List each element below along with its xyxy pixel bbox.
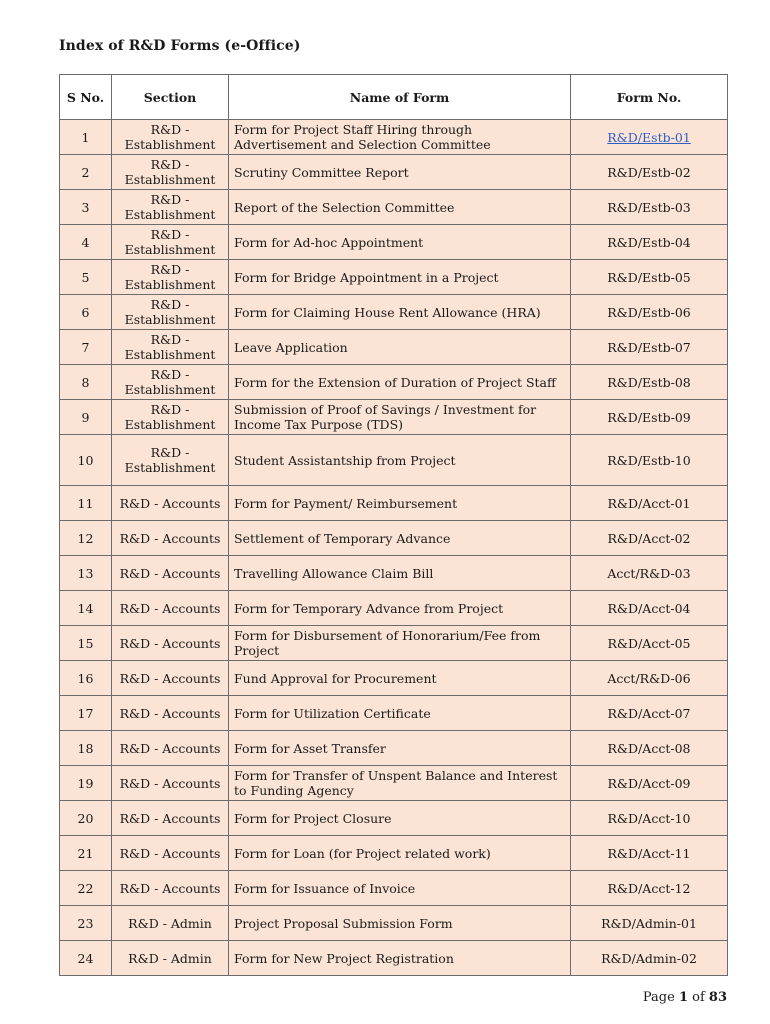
- cell-section: R&D - Establishment: [112, 120, 229, 155]
- cell-form-no: R&D/Estb-10: [571, 435, 728, 486]
- cell-form-no: R&D/Estb-06: [571, 295, 728, 330]
- cell-form-no: [571, 120, 728, 155]
- cell-form-name: Form for Project Closure: [229, 801, 571, 836]
- header-sno: S No.: [60, 75, 112, 120]
- cell-sno: 5: [60, 260, 112, 295]
- cell-section: R&D - Accounts: [112, 836, 229, 871]
- cell-form-no: R&D/Acct-04: [571, 591, 728, 626]
- cell-section: R&D - Accounts: [112, 591, 229, 626]
- cell-sno: 14: [60, 591, 112, 626]
- cell-section: R&D - Admin: [112, 906, 229, 941]
- cell-sno: 2: [60, 155, 112, 190]
- page-current: 1: [678, 990, 688, 1005]
- cell-form-no: R&D/Acct-01: [571, 486, 728, 521]
- cell-form-name: Settlement of Temporary Advance: [229, 521, 571, 556]
- cell-form-name: Project Proposal Submission Form: [229, 906, 571, 941]
- cell-form-no: R&D/Acct-11: [571, 836, 728, 871]
- cell-form-no: R&D/Estb-09: [571, 400, 728, 435]
- cell-form-name: Form for Temporary Advance from Project: [229, 591, 571, 626]
- cell-sno: 8: [60, 365, 112, 400]
- cell-sno: 23: [60, 906, 112, 941]
- table-row: [60, 696, 728, 731]
- table-row: [60, 400, 728, 435]
- cell-section: R&D - Establishment: [112, 435, 229, 486]
- forms-index-table: [59, 74, 728, 976]
- cell-sno: 6: [60, 295, 112, 330]
- table-row: [60, 435, 728, 486]
- cell-form-no: R&D/Acct-09: [571, 766, 728, 801]
- table-row: [60, 836, 728, 871]
- cell-sno: 3: [60, 190, 112, 225]
- cell-form-name: Form for Bridge Appointment in a Project: [229, 260, 571, 295]
- table-row: [60, 591, 728, 626]
- table-row: [60, 295, 728, 330]
- form-no-link[interactable]: R&D/Estb-01: [607, 129, 691, 145]
- cell-form-name: Student Assistantship from Project: [229, 435, 571, 486]
- cell-sno: 7: [60, 330, 112, 365]
- cell-sno: 20: [60, 801, 112, 836]
- cell-form-name: Form for Loan (for Project related work): [229, 836, 571, 871]
- cell-section: R&D - Accounts: [112, 486, 229, 521]
- cell-form-name: Form for Ad-hoc Appointment: [229, 225, 571, 260]
- table-row: [60, 731, 728, 766]
- cell-form-name: Form for New Project Registration: [229, 941, 571, 976]
- cell-section: R&D - Accounts: [112, 556, 229, 591]
- cell-section: R&D - Establishment: [112, 365, 229, 400]
- table-row: [60, 486, 728, 521]
- table-row: [60, 225, 728, 260]
- table-row: [60, 190, 728, 225]
- table-row: [60, 365, 728, 400]
- cell-section: R&D - Accounts: [112, 731, 229, 766]
- cell-section: R&D - Establishment: [112, 295, 229, 330]
- table-row: [60, 661, 728, 696]
- header-section: Section: [112, 75, 229, 120]
- cell-section: R&D - Establishment: [112, 155, 229, 190]
- cell-sno: 16: [60, 661, 112, 696]
- cell-sno: 24: [60, 941, 112, 976]
- table-row: [60, 626, 728, 661]
- of-label: of: [692, 990, 705, 1005]
- cell-form-name: Form for Payment/ Reimbursement: [229, 486, 571, 521]
- cell-sno: 22: [60, 871, 112, 906]
- cell-form-no: R&D/Acct-10: [571, 801, 728, 836]
- cell-form-no: Acct/R&D-03: [571, 556, 728, 591]
- cell-sno: 10: [60, 435, 112, 486]
- cell-form-name: Travelling Allowance Claim Bill: [229, 556, 571, 591]
- cell-section: R&D - Accounts: [112, 871, 229, 906]
- table-row: [60, 521, 728, 556]
- cell-form-no: R&D/Estb-05: [571, 260, 728, 295]
- cell-form-name: Form for Asset Transfer: [229, 731, 571, 766]
- cell-form-no: R&D/Acct-02: [571, 521, 728, 556]
- cell-section: R&D - Establishment: [112, 190, 229, 225]
- cell-form-name: Fund Approval for Procurement: [229, 661, 571, 696]
- cell-sno: 11: [60, 486, 112, 521]
- table-row: [60, 120, 728, 155]
- cell-form-no: R&D/Acct-12: [571, 871, 728, 906]
- cell-form-no: R&D/Estb-07: [571, 330, 728, 365]
- cell-form-name: Form for Issuance of Invoice: [229, 871, 571, 906]
- cell-form-name: Form for the Extension of Duration of Project Staff: [229, 365, 571, 400]
- cell-form-name: Form for Project Staff Hiring through Advertisement and Selection Committee: [229, 120, 571, 155]
- table-row: [60, 906, 728, 941]
- cell-section: R&D - Accounts: [112, 521, 229, 556]
- cell-section: R&D - Accounts: [112, 626, 229, 661]
- cell-form-no: R&D/Admin-01: [571, 906, 728, 941]
- cell-section: R&D - Establishment: [112, 225, 229, 260]
- cell-form-no: R&D/Estb-08: [571, 365, 728, 400]
- cell-form-no: R&D/Estb-03: [571, 190, 728, 225]
- cell-sno: 19: [60, 766, 112, 801]
- cell-form-name: Form for Transfer of Unspent Balance and Interest to Funding Agency: [229, 766, 571, 801]
- cell-form-name: Scrutiny Committee Report: [229, 155, 571, 190]
- table-row: [60, 941, 728, 976]
- cell-section: R&D - Establishment: [112, 400, 229, 435]
- table-row: [60, 801, 728, 836]
- table-row: [60, 871, 728, 906]
- cell-form-no: R&D/Acct-07: [571, 696, 728, 731]
- header-form-no: Form No.: [571, 75, 728, 120]
- cell-form-name: Form for Disbursement of Honorarium/Fee from Project: [229, 626, 571, 661]
- cell-sno: 9: [60, 400, 112, 435]
- cell-form-no: R&D/Admin-02: [571, 941, 728, 976]
- table-row: [60, 766, 728, 801]
- cell-section: R&D - Accounts: [112, 766, 229, 801]
- header-form-name: Name of Form: [229, 75, 571, 120]
- cell-form-no: R&D/Acct-05: [571, 626, 728, 661]
- cell-form-name: Form for Claiming House Rent Allowance (HRA): [229, 295, 571, 330]
- cell-form-no: R&D/Estb-02: [571, 155, 728, 190]
- cell-sno: 13: [60, 556, 112, 591]
- page-label: Page: [642, 990, 675, 1005]
- cell-form-no: Acct/R&D-06: [571, 661, 728, 696]
- cell-section: R&D - Establishment: [112, 330, 229, 365]
- cell-sno: 4: [60, 225, 112, 260]
- cell-form-name: Submission of Proof of Savings / Investment for Income Tax Purpose (TDS): [229, 400, 571, 435]
- cell-section: R&D - Accounts: [112, 696, 229, 731]
- cell-section: R&D - Establishment: [112, 260, 229, 295]
- cell-sno: 12: [60, 521, 112, 556]
- cell-sno: 15: [60, 626, 112, 661]
- cell-sno: 1: [60, 120, 112, 155]
- cell-sno: 17: [60, 696, 112, 731]
- page-number: [643, 990, 727, 1005]
- cell-sno: 18: [60, 731, 112, 766]
- table-row: [60, 330, 728, 365]
- cell-form-name: Leave Application: [229, 330, 571, 365]
- cell-form-name: Form for Utilization Certificate: [229, 696, 571, 731]
- table-row: [60, 556, 728, 591]
- cell-sno: 21: [60, 836, 112, 871]
- table-row: [60, 260, 728, 295]
- cell-section: R&D - Accounts: [112, 801, 229, 836]
- cell-form-name: Report of the Selection Committee: [229, 190, 571, 225]
- cell-form-no: R&D/Acct-08: [571, 731, 728, 766]
- cell-section: R&D - Accounts: [112, 661, 229, 696]
- page-total: 83: [708, 990, 727, 1005]
- table-header-row: [60, 75, 728, 120]
- document-title: Index of R&D Forms (e-Office): [59, 38, 301, 54]
- cell-section: R&D - Admin: [112, 941, 229, 976]
- cell-form-no: R&D/Estb-04: [571, 225, 728, 260]
- table-row: [60, 155, 728, 190]
